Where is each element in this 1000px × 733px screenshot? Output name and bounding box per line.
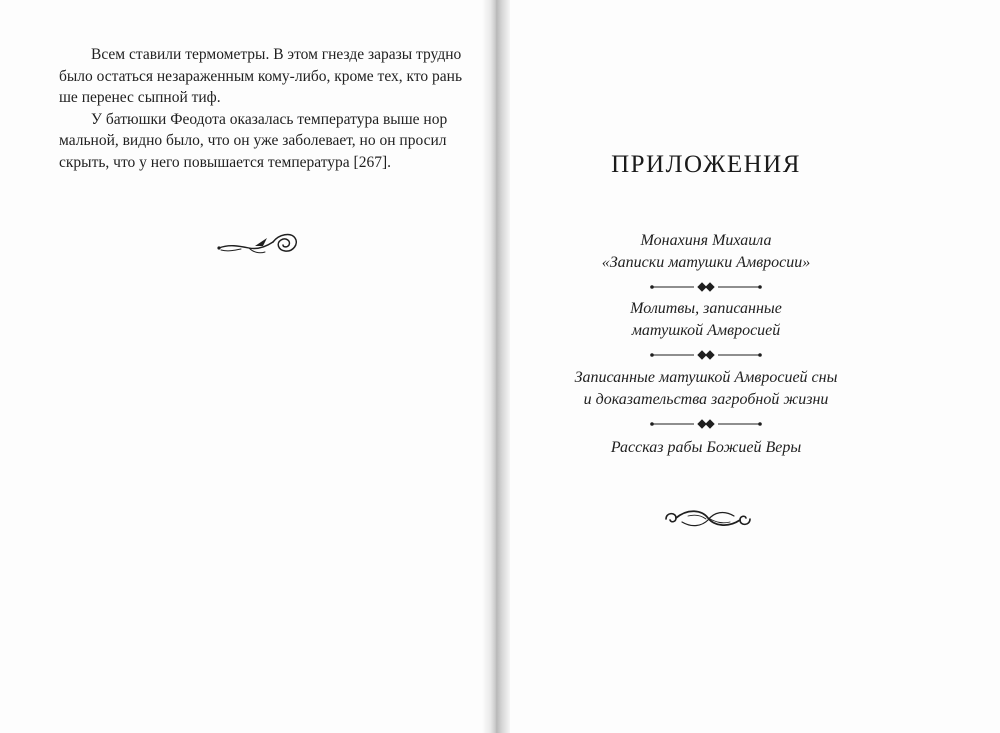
entry-line: и доказательства загробной жизни: [583, 391, 829, 408]
text-line: было остаться незараженным кому-либо, кроме тех, кто рань: [59, 67, 463, 85]
swirl-ornament-icon: [215, 224, 301, 260]
divider-ornament-icon: [648, 349, 764, 361]
paragraph-2: [59, 109, 455, 174]
scroll-ornament-icon: [662, 504, 754, 534]
appendix-entry: [506, 230, 906, 274]
text-line: ше перенес сыпной тиф.: [59, 89, 221, 106]
paragraph-1: [59, 44, 463, 109]
entry-line: Записанные матушкой Амвросией сны: [574, 369, 838, 386]
entry-line: Молитвы, записанные: [630, 300, 782, 317]
text-line: У батюшки Феодота оказалась температура выше нор: [91, 110, 448, 128]
appendix-entry: [506, 437, 906, 459]
text-line: скрыть, что у него повышается температура [267].: [59, 153, 392, 171]
entry-line: матушкой Амвросией: [631, 322, 781, 339]
appendix-entry: [506, 367, 906, 411]
entry-line: Монахиня Михаила: [640, 232, 772, 249]
divider-ornament-icon: [648, 418, 764, 430]
left-page-text: [59, 44, 463, 173]
page-title: ПРИЛОЖЕНИЯ: [611, 151, 801, 178]
appendix-entry: [506, 298, 906, 342]
divider-ornament-icon: [648, 281, 764, 293]
entry-line: Рассказ рабы Божией Веры: [610, 439, 802, 456]
text-line: Всем ставили термометры. В этом гнезде заразы трудно: [91, 46, 462, 63]
entry-line: «Записки матушки Амвросии»: [601, 254, 811, 271]
text-line: мальной, видно было, что он уже заболевает, но он просил: [59, 132, 447, 149]
